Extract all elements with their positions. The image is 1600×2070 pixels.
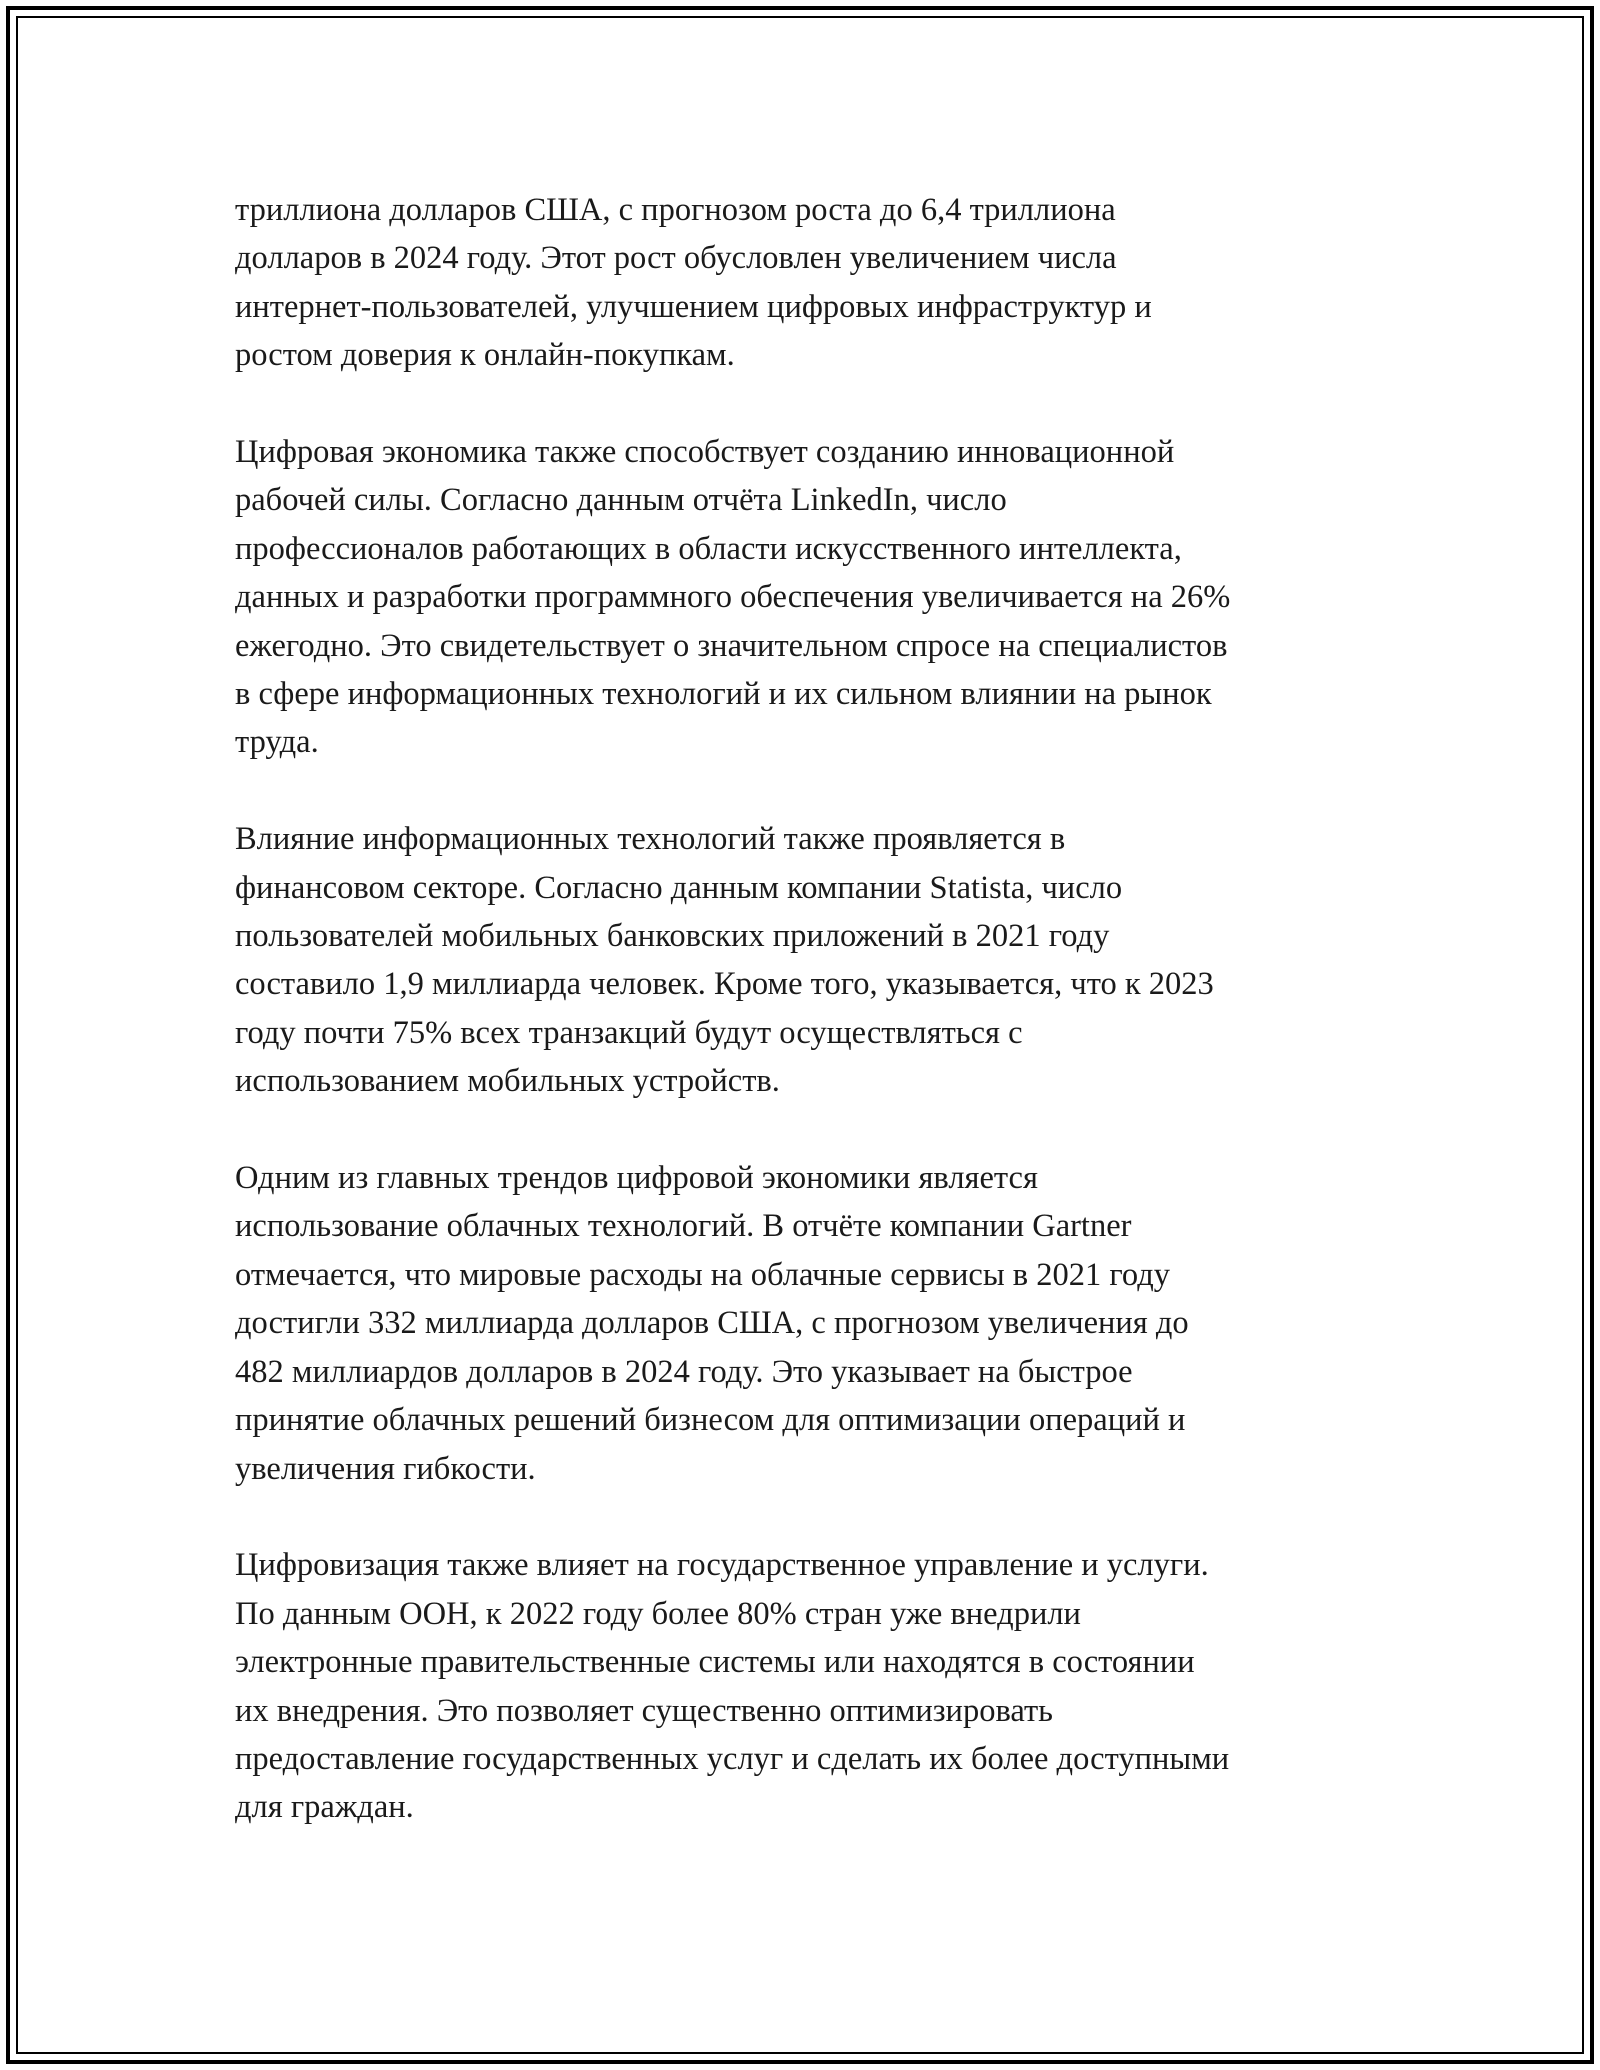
paragraph-ecommerce: триллиона долларов США, с прогнозом роста до 6,4 триллиона долларов в 2024 году. Этот рост обусловлен увеличением числа интернет-пользователей, улучшением цифровых инфраструктур и ростом доверия к онлайн-покупкам. (235, 192, 1152, 374)
paragraph-government: Цифровизация также влияет на государственное управление и услуги. По данным ООН, к 2022 году более 80% стран уже внедрили электронные правительственные системы или находятся в состоянии их внедрения. Это позволяет существенно оптимизировать предоставление государственных услуг и сделать их более доступными для граждан. (235, 1547, 1230, 1826)
document-body (235, 186, 1375, 1880)
paragraph-workforce: Цифровая экономика также способствует созданию инновационной рабочей силы. Согласно данным отчёта LinkedIn, число профессионалов работающих в области искусственного интеллекта, данных и разработки программного обеспечения увеличивается на 26% ежегодно. Это свидетельствует о значительном спросе на специалистов в сфере информационных технологий и их сильном влиянии на рынок труда. (235, 434, 1231, 761)
paragraph-finance: Влияние информационных технологий также проявляется в финансовом секторе. Согласно данным компании Statista, число пользователей мобильных банковских приложений в 2021 году составило 1,9 миллиарда человек. Кроме того, указывается, что к 2023 году почти 75% всех транзакций будут осуществляться с использованием мобильных устройств. (235, 821, 1214, 1100)
paragraph-cloud: Одним из главных трендов цифровой экономики является использование облачных технологий. В отчёте компании Gartner отмечается, что мировые расходы на облачные сервисы в 2021 году достигли 332 миллиарда долларов США, с прогнозом увеличения до 482 миллиардов долларов в 2024 году. Это указывает на быстрое принятие облачных решений бизнесом для оптимизации операций и увеличения гибкости. (235, 1160, 1189, 1487)
